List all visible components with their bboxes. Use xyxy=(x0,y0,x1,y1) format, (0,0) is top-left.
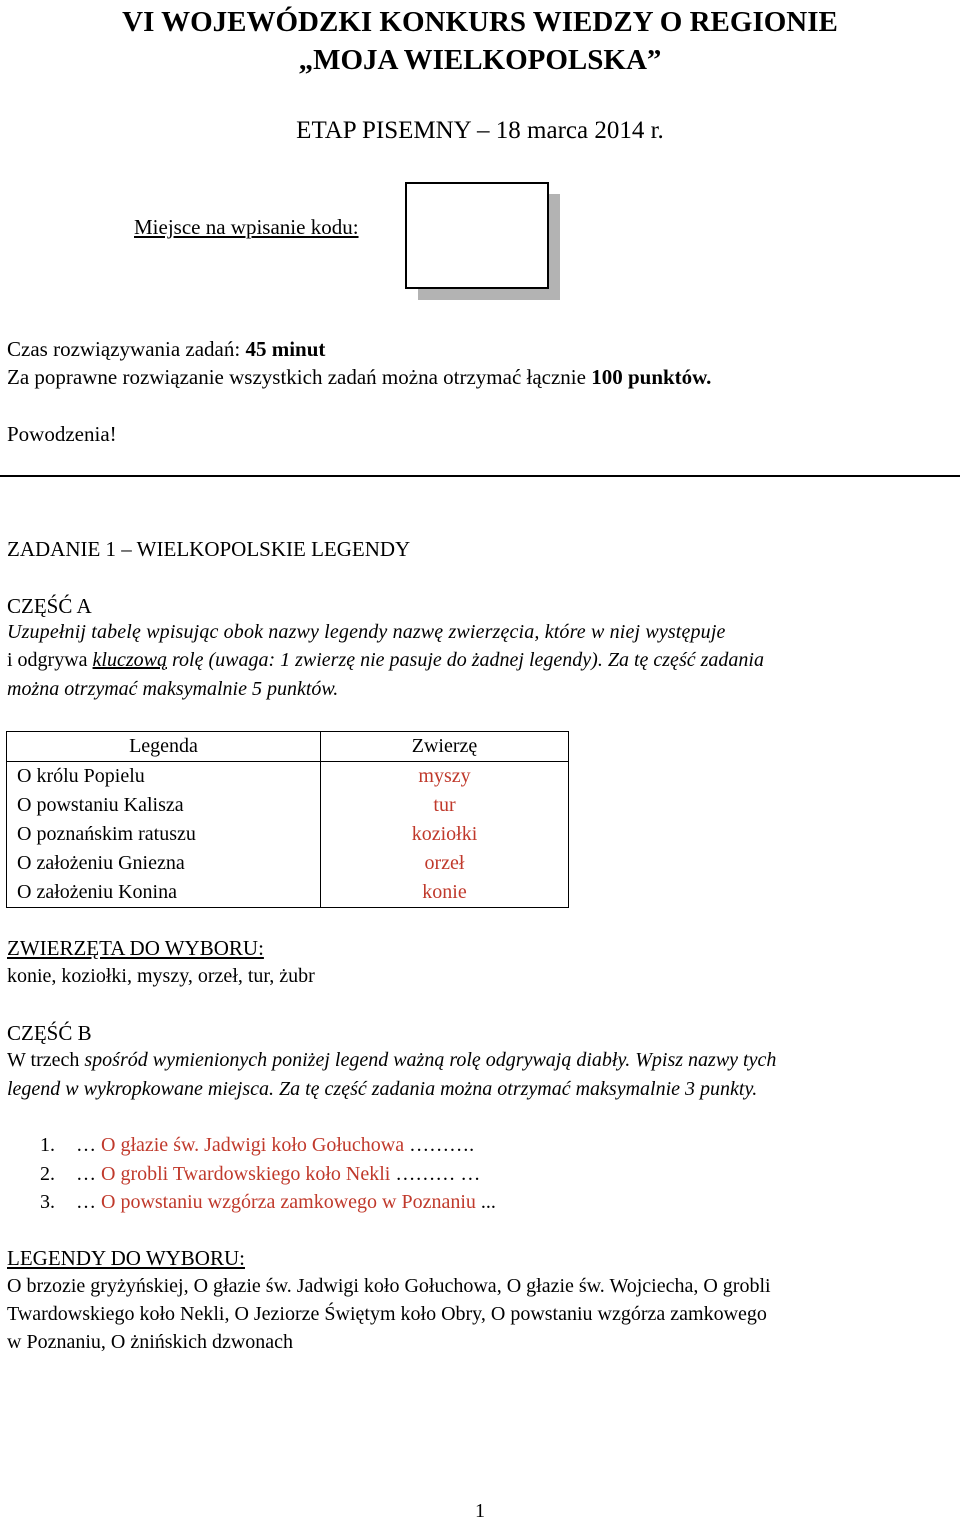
page-number: 1 xyxy=(475,1500,485,1522)
partA-line2-a: i odgrywa xyxy=(7,649,93,671)
table-row-animal: myszy xyxy=(418,764,471,787)
list-item-answer: O grobli Twardowskiego koło Nekli xyxy=(101,1163,391,1185)
legend-choices-line3: w Poznaniu, O żnińskich dzwonach xyxy=(7,1331,294,1353)
legend-animal-table xyxy=(6,731,569,908)
list-item-pre: … xyxy=(76,1191,101,1213)
table-row-animal: tur xyxy=(433,793,456,816)
table-row-animal: koziołki xyxy=(411,822,478,845)
partB-label: CZĘŚĆ B xyxy=(7,1021,92,1045)
task1-title: ZADANIE 1 – WIELKOPOLSKIE LEGENDY xyxy=(7,537,411,561)
code-label: Miejsce na wpisanie kodu: xyxy=(134,215,359,239)
header-legend: Legenda xyxy=(7,732,321,762)
partA-instruction-line1: Uzupełnij tabelę wpisując obok nazwy legendy nazwę zwierzęcia, które w niej występuje xyxy=(7,621,726,643)
points-info xyxy=(7,363,711,391)
animal-choices: konie, koziołki, myszy, orzeł, tur, żubr xyxy=(7,965,315,987)
partA-line2-d: Za tę część zadania xyxy=(602,649,764,671)
points-value: 100 punktów. xyxy=(591,365,712,389)
partB-line1-b: spośród wymienionych poniżej legend ważną rolę odgrywają diabły. Wpisz nazwy tych xyxy=(84,1049,777,1071)
partA-line2-c: rolę (uwaga: 1 zwierzę nie pasuje do żadnej legendy). xyxy=(166,649,603,671)
table-row-animal: orzeł xyxy=(424,851,465,874)
exam-stage: ETAP PISEMNY – 18 marca 2014 r. xyxy=(296,117,664,144)
table-row-legend: O założeniu Gniezna xyxy=(17,851,185,874)
partA-instruction-line2 xyxy=(7,646,957,675)
list-item-answer: O powstaniu wzgórza zamkowego w Poznaniu xyxy=(101,1191,476,1213)
partA-instruction-line3: można otrzymać maksymalnie 5 punktów. xyxy=(7,678,339,700)
partA-line2-key: kluczową xyxy=(92,649,167,671)
legend-choices-line1: O brzozie gryżyńskiej, O głazie św. Jadwigi koło Gołuchowa, O głazie św. Wojciecha, O grobli xyxy=(7,1275,771,1297)
header-animal: Zwierzę xyxy=(321,732,569,762)
list-item[interactable] xyxy=(40,1188,496,1217)
time-info xyxy=(7,335,325,363)
table-row-legend: O królu Popielu xyxy=(17,764,145,787)
document-title-line2: „MOJA WIELKOPOLSKA” xyxy=(298,44,662,76)
partA-label: CZĘŚĆ A xyxy=(7,594,92,618)
table-row-animal: konie xyxy=(422,880,467,903)
list-item-dots: ... xyxy=(475,1191,496,1213)
code-entry-box[interactable] xyxy=(405,182,549,289)
document-title-line1: VI WOJEWÓDZKI KONKURS WIEDZY O REGIONIE xyxy=(122,6,838,38)
partB-instruction-line1 xyxy=(7,1046,957,1075)
time-prefix: Czas rozwiązywania zadań: xyxy=(7,337,246,361)
good-luck: Powodzenia! xyxy=(7,422,117,446)
animal-column[interactable] xyxy=(321,761,569,907)
table-row-legend: O poznańskim ratuszu xyxy=(17,822,196,845)
partB-instruction-line2: legend w wykropkowane miejsca. Za tę część zadania można otrzymać maksymalnie 3 punkty. xyxy=(7,1078,758,1100)
points-prefix: Za poprawne rozwiązanie wszystkich zadań można otrzymać łącznie xyxy=(7,365,592,389)
partB-line1-a: W trzech xyxy=(7,1049,85,1071)
list-item-number: 1. xyxy=(40,1134,55,1156)
list-item-dots: ………. xyxy=(404,1134,475,1156)
table-row-legend: O założeniu Konina xyxy=(17,880,177,903)
list-item[interactable] xyxy=(40,1131,474,1160)
legend-choices-label: LEGENDY DO WYBORU: xyxy=(7,1246,245,1270)
table-header-row xyxy=(7,732,569,762)
list-item-pre: … xyxy=(76,1163,101,1185)
list-item-number: 3. xyxy=(40,1191,55,1213)
table-row-legend: O powstaniu Kalisza xyxy=(17,793,184,816)
list-item-dots: ……… … xyxy=(390,1163,481,1185)
table-body xyxy=(7,761,569,907)
list-item-pre: … xyxy=(76,1134,101,1156)
time-value: 45 minut xyxy=(245,337,326,361)
legend-choices-line2: Twardowskiego koło Nekli, O Jeziorze Świętym koło Obry, O powstaniu wzgórza zamkowego xyxy=(7,1303,767,1325)
animal-choices-label: ZWIERZĘTA DO WYBORU: xyxy=(7,936,264,960)
list-item-answer: O głazie św. Jadwigi koło Gołuchowa xyxy=(101,1134,405,1156)
section-divider xyxy=(0,475,960,477)
list-item-number: 2. xyxy=(40,1163,55,1185)
legend-column xyxy=(7,761,321,907)
list-item[interactable] xyxy=(40,1160,480,1189)
